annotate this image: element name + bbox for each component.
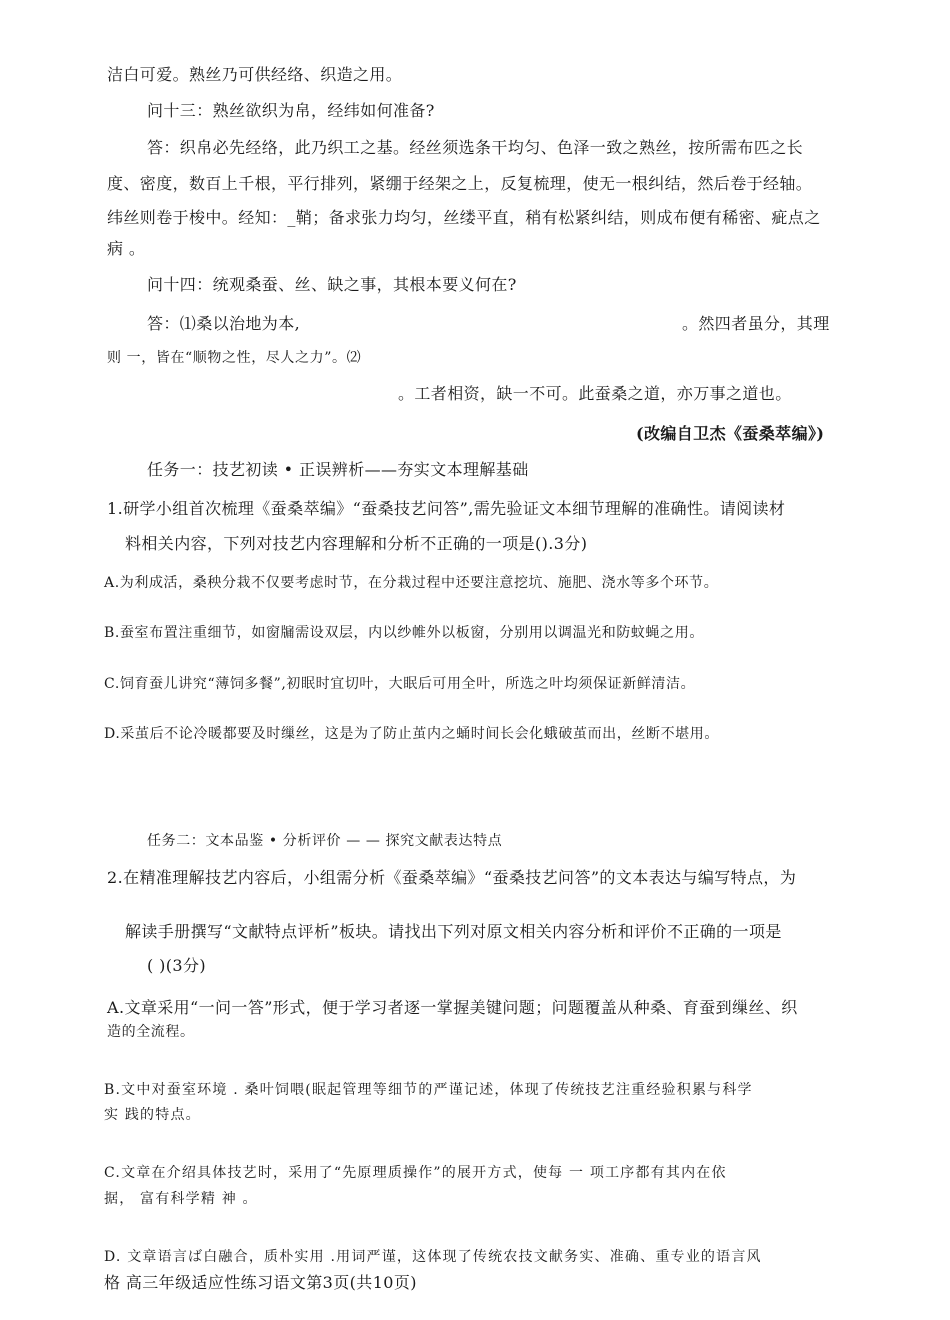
task2-option-c-line: C.文章在介绍具体技艺时，采用了“先原理质操作”的展开方式，使每 一 项工序都有其内在依 [104,1165,727,1181]
passage-line: 洁白可爱。熟丝乃可供经络、织造之用。 [107,65,403,84]
answer-13-line: 病 。 [107,239,146,258]
task1-option-d: D.采茧后不论冷暖都要及时缫丝，这是为了防止茧内之蛹时间长会化蛾破茧而出，丝断不堪用。 [104,726,719,742]
task1-stem-line: 料相关内容，下列对技艺内容理解和分析不正确的一项是().3分) [125,534,588,553]
answer-13-line: 答：织帛必先经络，此乃织工之基。经丝须选条干均匀、色泽一致之熟丝，按所需布匹之长 [147,138,804,157]
answer-13-line: 纬丝则卷于梭中。经知：_鞘；备求张力均匀，丝缕平直，稍有松紧纠结，则成布便有稀密、疵点之 [107,208,821,227]
task2-option-d-line: D. 文章语言ば白融合，质朴实用 .用词严谨，这体现了传统农技文献务实、准确、重专业的语言风 [104,1249,762,1265]
answer-14-line-right: 。然四者虽分，其理 [682,314,830,333]
task2-option-a-line: A.文章采用“一问一答”形式，便于学习者逐一掌握美键问题；问题覆盖从种桑、育蚕到缫丝、织 [107,998,798,1017]
task2-option-a-line: 造的全流程。 [107,1024,195,1040]
task1-stem-line: 1.研学小组首次梳理《蚕桑萃编》“蚕桑技艺问答”,需先验证文本细节理解的准确性。请阅读材 [107,499,786,518]
task1-option-a: A.为利成活，桑秧分栽不仅要考虑时节，在分栽过程中还要注意挖坑、施肥、浇水等多个环节。 [104,575,719,591]
answer-14-line: 则 一，皆在“顺物之性，尽人之力”。⑵ [107,350,362,366]
answer-14-line-left: 答：⑴桑以治地为本, [147,314,301,333]
task2-option-b-line: 实 践的特点。 [104,1107,201,1123]
task1-heading: 任务一：技艺初读 • 正误辨析——夯实文本理解基础 [147,460,529,479]
source-citation: (改编自卫杰《蚕桑萃编》) [636,424,825,443]
answer-13-line: 度、密度，数百上千根，平行排列，紧绷于经架之上，反复梳理，使无一根纠结，然后卷于经轴。 [107,174,813,193]
task1-option-c: C.饲育蚕儿讲究“薄饲多餐”,初眠时宜切叶，大眠后可用全叶，所选之叶均须保证新鲜清洁。 [104,676,696,692]
question-14: 问十四：统观桑蚕、丝、缺之事，其根本要义何在? [147,275,517,294]
question-13: 问十三：熟丝欲织为帛，经纬如何准备? [147,101,435,120]
task2-option-b-line: B.文中对蚕室环境 . 桑叶饲喂(眠起管理等细节的严谨记述，体现了传统技艺注重经验积累与科学 [104,1082,753,1098]
task2-stem-line: 解读手册撰写“文献特点评析”板块。请找出下列对原文相关内容分析和评价不正确的一项是 [125,922,782,941]
task2-stem-line: ( )(3分) [147,956,207,975]
task2-heading: 任务二：文本品鉴 • 分析评价 — — 探究文献表达特点 [147,833,503,849]
task2-option-c-line: 据， 富有科学精 神 。 [104,1191,258,1207]
task1-option-b: B.蚕室布置注重细节，如窗牖需设双层，内以纱帷外以板窗，分别用以调温光和防蚊蝇之用。 [104,625,704,641]
answer-14-line: 。工者相资，缺一不可。此蚕桑之道，亦万事之道也。 [398,384,792,403]
task2-option-d-line-with-footer: 格 高三年级适应性练习语文第3页(共10页) [104,1273,417,1292]
task2-stem-line: 2.在精准理解技艺内容后，小组需分析《蚕桑萃编》“蚕桑技艺问答”的文本表达与编写特点，为 [107,868,797,887]
